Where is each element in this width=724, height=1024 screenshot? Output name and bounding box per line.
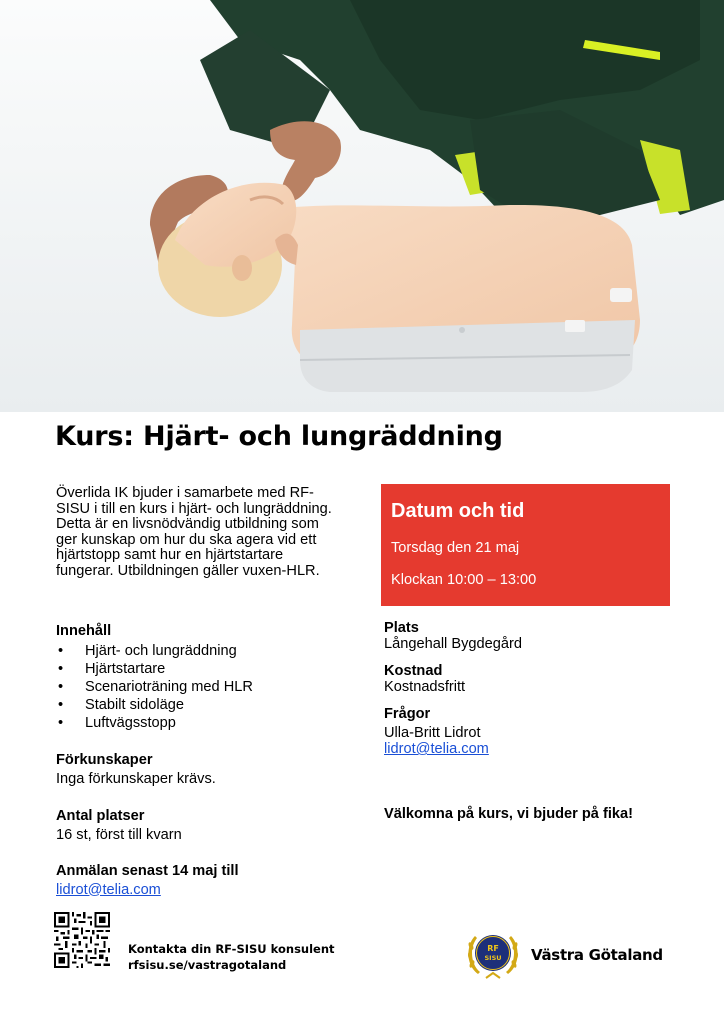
plats-text: Långehall Bygdegård: [384, 636, 522, 652]
anmalan-section: [56, 864, 341, 898]
list-item: • Scenarioträning med HLR: [56, 678, 341, 696]
list-item: • Luftvägsstopp: [56, 714, 341, 732]
fragor-name: Ulla-Britt Lidrot: [384, 725, 481, 741]
brand-name: Västra Götaland: [531, 946, 663, 964]
anmalan-email-link[interactable]: lidrot@telia.com: [56, 881, 161, 898]
datum-box: [381, 484, 670, 606]
datum-heading: Datum och tid: [391, 500, 525, 522]
datum-time: Klockan 10:00 – 13:00: [391, 572, 537, 588]
forkunskaper-heading: Förkunskaper: [56, 752, 153, 768]
datum-day: Torsdag den 21 maj: [391, 540, 520, 556]
plats-section: [384, 620, 522, 652]
antal-platser-text: 16 st, först till kvarn: [56, 826, 182, 843]
forkunskaper-section: [56, 753, 341, 787]
welcome-text: Välkomna på kurs, vi bjuder på fika!: [384, 806, 633, 822]
innehall-heading: Innehåll: [56, 623, 112, 639]
hero-photo: [0, 0, 724, 412]
qr-code-icon: [54, 912, 110, 968]
svg-text:SISU: SISU: [484, 954, 502, 962]
footer-contact: [128, 941, 335, 973]
cpr-training-photo-icon: [0, 0, 724, 412]
footer-url[interactable]: rfsisu.se/vastragotaland: [128, 958, 287, 972]
intro-text: Överlida IK bjuder i samarbete med RF-SISU i till en kurs i hjärt- och lungräddning. Detta är en livsnödvändig utbildning som ger kunskap om hur du ska agera vid ett hjärtstopp samt hur en hjärtstartare fungerar. Utbildningen gäller vuxen-HLR.: [56, 485, 332, 579]
anmalan-heading: Anmälan senast 14 maj till: [56, 863, 239, 879]
page-title: Kurs: Hjärt- och lungräddning: [55, 421, 503, 452]
footer-contact-text: Kontakta din RF-SISU konsulent: [128, 942, 335, 956]
left-column: [56, 485, 341, 898]
plats-heading: Plats: [384, 620, 419, 636]
svg-text:RF: RF: [487, 944, 499, 953]
forkunskaper-text: Inga förkunskaper krävs.: [56, 770, 216, 787]
list-item: • Hjärtstartare: [56, 660, 341, 678]
kostnad-text: Kostnadsfritt: [384, 679, 466, 695]
kostnad-heading: Kostnad: [384, 663, 443, 679]
fragor-heading: Frågor: [384, 706, 431, 722]
rf-sisu-logo-icon: [464, 926, 522, 984]
list-item: • Stabilt sidoläge: [56, 696, 341, 714]
kostnad-section: [384, 663, 465, 695]
innehall-section: [56, 624, 341, 732]
list-item: • Hjärt- och lungräddning: [56, 642, 341, 660]
fragor-section: [384, 706, 489, 757]
innehall-list: [56, 642, 341, 732]
antal-platser-heading: Antal platser: [56, 808, 145, 824]
fragor-email-link[interactable]: lidrot@telia.com: [384, 741, 489, 757]
welcome-section: [384, 806, 644, 822]
antal-platser-section: [56, 809, 341, 843]
